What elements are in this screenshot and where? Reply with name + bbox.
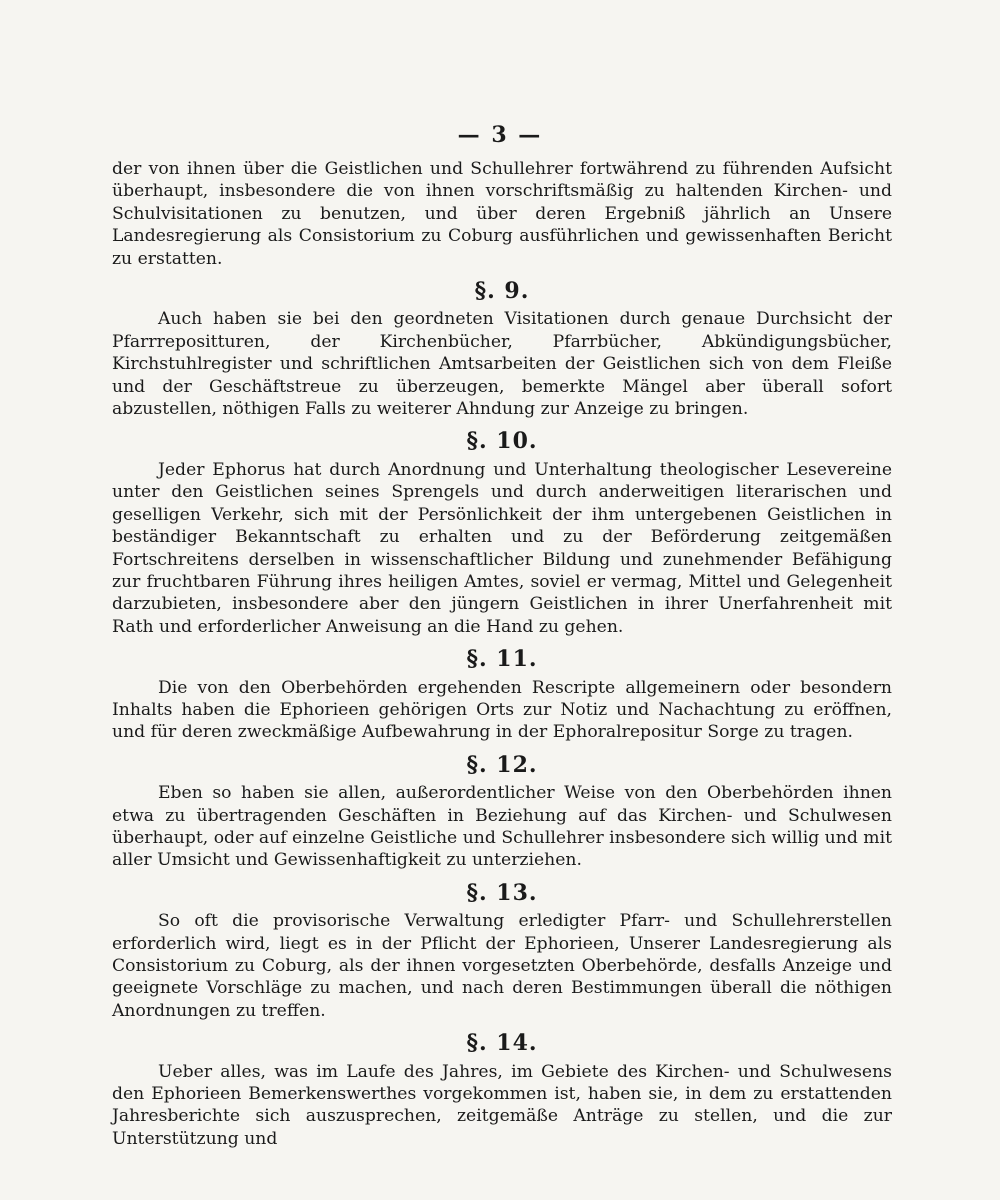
section-heading-11: §. 11. [466,646,538,673]
section-12-text: Eben so haben sie allen, außerordentlicher Weise von den Oberbehörden ihnen etwa zu übertragenden Geschäften in Beziehung auf das Kirchen- und Schulwesen überhaupt, oder auf einzelne Geistliche und Schullehrer insbesondere sich willig und mit aller Umsicht und Gewissenhaftigkeit zu unterziehen. [112,783,892,871]
section-heading-14: §. 14. [466,1030,538,1057]
section-9-text: Auch haben sie bei den geordneten Visitationen durch genaue Durchsicht der Pfarrrepositturen, der Kirchenbücher, Pfarrbücher, Abkündigungsbücher, Kirchstuhlregister und schriftlichen Amtsarbeiten der Geistlichen sich von dem Fleiße und der Geschäftstreue zu überzeugen, bemerkte Mängel aber überall sofort abzustellen, nöthigen Falls zu weiterer Ahndung zur Anzeige zu bringen. [112,309,892,420]
intro-paragraph: der von ihnen über die Geistlichen und Schullehrer fortwährend zu führenden Aufsicht überhaupt, insbesondere die von ihnen vorschriftsmäßig zu haltenden Kirchen- und Schulvisitationen zu benutzen, und über deren Ergebniß jährlich an Unsere Landesregierung als Consistorium zu Coburg ausführlichen und gewissenhaften Bericht zu erstatten. [112,159,892,269]
section-heading-10: §. 10. [466,428,538,455]
section-heading-12: §. 12. [466,751,538,778]
section-10-text: Jeder Ephorus hat durch Anordnung und Unterhaltung theologischer Lesevereine unter den Geistlichen seines Sprengels und durch anderweitigen literarischen und geselligen Verkehr, sich mit der Persönlichkeit der ihm untergebenen Geistlichen in beständiger Bekanntschaft zu erhalten und zu der Beförderung zeitgemäßen Fortschreitens derselben in wissenschaftlicher Bildung und zunehmender Befähigung zur fruchtbaren Führung ihres heiligen Amtes, soviel er vermag, Mittel und Gelegenheit darzubieten, insbesondere aber den jüngern Geistlichen in ihrer Unerfahrenheit mit Rath und erforderlicher Anweisung an die Hand zu gehen. [112,459,892,637]
section-11-text: Die von den Oberbehörden ergehenden Rescripte allgemeinern oder besondern Inhalts haben die Ephorieen gehörigen Orts zur Notiz und Nachachtung zu eröffnen, und für deren zweckmäßige Aufbewahrung in der Ephoralrepositur Sorge zu tragen. [112,677,892,743]
section-13-text: So oft die provisorische Verwaltung erledigter Pfarr- und Schullehrerstellen erforderlich wird, liegt es in der Pflicht der Ephorieen, Unserer Landesregierung als Consistorium zu Coburg, als der ihnen vorgesetzten Oberbehörde, desfalls Anzeige und geeignete Vorschläge zu machen, und nach deren Bestimmungen überall die nöthigen Anordnungen zu treffen. [112,911,892,1021]
section-14-text: Ueber alles, was im Laufe des Jahres, im Gebiete des Kirchen- und Schulwesens den Ephorieen Bemerkenswerthes vorgekommen ist, haben sie, in dem zu erstattenden Jahresberichte sich auszusprechen, zeitgemäße Anträge zu stellen, und die zur Unterstützung und [112,1061,892,1149]
body-text [112,158,892,1150]
section-heading-13: §. 13. [466,879,538,906]
page-number: — 3 — [457,122,543,148]
section-heading-9: §. 9. [474,278,530,305]
